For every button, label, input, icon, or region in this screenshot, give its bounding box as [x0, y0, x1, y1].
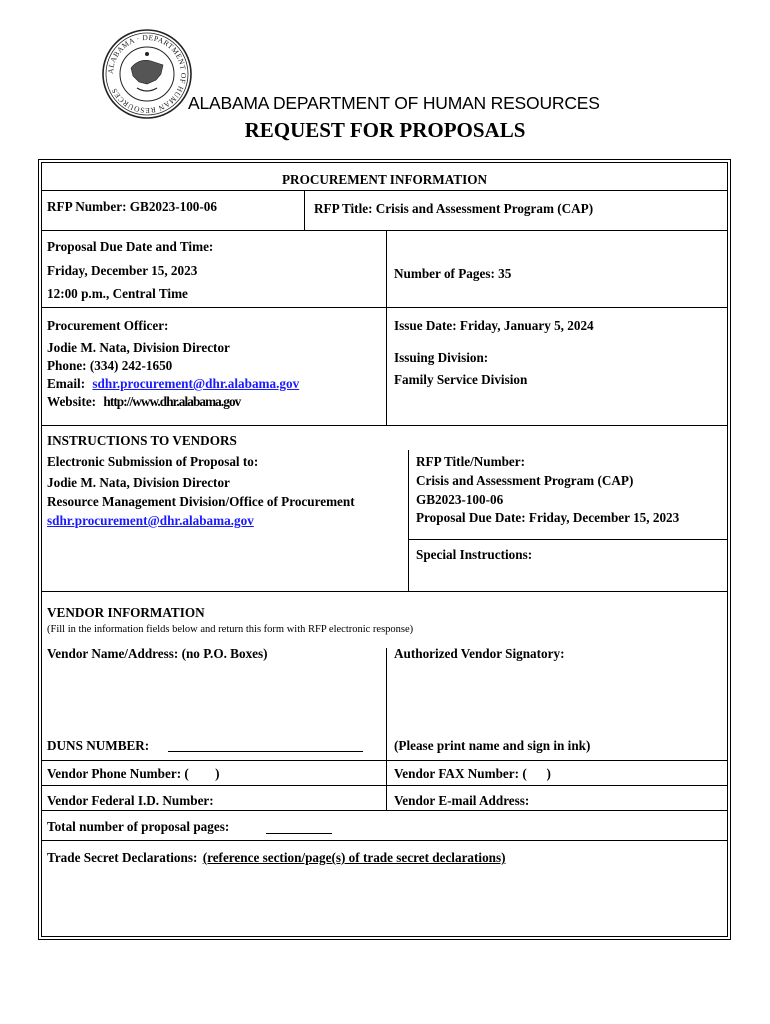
issue-date: Issue Date: Friday, January 5, 2024 — [394, 318, 594, 333]
vendor-phone[interactable]: Vendor Phone Number: ( ) — [47, 766, 220, 781]
vendor-heading: VENDOR INFORMATION — [47, 605, 205, 620]
vendor-note: (Fill in the information fields below and return this form with RFP electronic response) — [47, 624, 414, 635]
special-instructions: Special Instructions: — [416, 547, 533, 562]
page-title: REQUEST FOR PROPOSALS — [244, 118, 526, 142]
rule — [42, 810, 727, 811]
program-number: GB2023-100-06 — [416, 492, 504, 507]
submission-contact: Jodie M. Nata, Division Director — [47, 475, 230, 490]
total-pages[interactable]: Total number of proposal pages: — [47, 819, 230, 834]
program-name: Crisis and Assessment Program (CAP) — [416, 473, 634, 488]
procurement-heading: PROCUREMENT INFORMATION — [281, 172, 488, 187]
issuing-label: Issuing Division: — [394, 350, 489, 365]
officer-label: Procurement Officer: — [47, 318, 169, 333]
officer-phone: Phone: (334) 242-1650 — [47, 358, 173, 373]
officer-name: Jodie M. Nata, Division Director — [47, 340, 230, 355]
website-row — [47, 394, 240, 410]
email-label: Email: — [47, 376, 86, 391]
seal-text: ALABAMA · DEPARTMENT OF HUMAN RESOURCES — [105, 32, 189, 116]
due-date: Friday, December 15, 2023 — [47, 263, 198, 278]
rule — [42, 840, 727, 841]
website-url[interactable]: http://www.dhr.alabama.gov — [103, 394, 241, 409]
vendor-federal-id[interactable]: Vendor Federal I.D. Number: — [47, 793, 214, 808]
instructions-heading: INSTRUCTIONS TO VENDORS — [47, 433, 237, 448]
due-time: 12:00 p.m., Central Time — [47, 286, 188, 301]
number-of-pages: Number of Pages: 35 — [394, 266, 512, 281]
officer-email-link[interactable]: sdhr.procurement@dhr.alabama.gov — [92, 376, 300, 391]
rule — [42, 190, 727, 191]
alabama-state-seal — [101, 28, 193, 120]
rule — [42, 307, 727, 308]
submission-email-link[interactable]: sdhr.procurement@dhr.alabama.gov — [47, 513, 254, 528]
rule — [42, 230, 727, 231]
rule — [408, 450, 409, 592]
rule — [386, 648, 387, 810]
program-due: Proposal Due Date: Friday, December 15, 2023 — [416, 510, 680, 525]
rule — [42, 591, 727, 592]
vendor-fax[interactable]: Vendor FAX Number: ( ) — [394, 766, 551, 781]
trade-secret-reference: (reference section/page(s) of trade secret declarations) — [202, 850, 506, 865]
website-label: Website: — [47, 394, 97, 409]
duns-number[interactable]: DUNS NUMBER: — [47, 738, 150, 753]
vendor-email[interactable]: Vendor E-mail Address: — [394, 793, 530, 808]
department-name: ALABAMA DEPARTMENT OF HUMAN RESOURCES — [188, 93, 600, 113]
trade-secret-row[interactable] — [47, 850, 506, 866]
rfp-number: RFP Number: GB2023-100-06 — [47, 199, 217, 214]
rule — [408, 539, 727, 540]
rule — [304, 191, 305, 231]
duns-underline — [168, 751, 363, 752]
rule — [42, 785, 727, 786]
rfp-title: RFP Title: Crisis and Assessment Program (CAP) — [314, 201, 594, 216]
issuing-division: Family Service Division — [394, 372, 528, 387]
rule — [42, 760, 727, 761]
rule — [42, 425, 727, 426]
total-pages-underline — [266, 833, 332, 834]
print-and-sign: (Please print name and sign in ink) — [394, 738, 591, 753]
title-number-label: RFP Title/Number: — [416, 454, 526, 469]
rfp-form — [38, 159, 731, 940]
due-label: Proposal Due Date and Time: — [47, 239, 214, 254]
vendor-name-address[interactable]: Vendor Name/Address: (no P.O. Boxes) — [47, 646, 268, 661]
vendor-signatory[interactable]: Authorized Vendor Signatory: — [394, 646, 565, 661]
submission-label: Electronic Submission of Proposal to: — [47, 454, 259, 469]
trade-secret-label: Trade Secret Declarations: — [47, 850, 198, 865]
rule — [386, 231, 387, 425]
submission-office: Resource Management Division/Office of Procurement — [47, 494, 355, 509]
officer-email-row — [47, 376, 299, 392]
